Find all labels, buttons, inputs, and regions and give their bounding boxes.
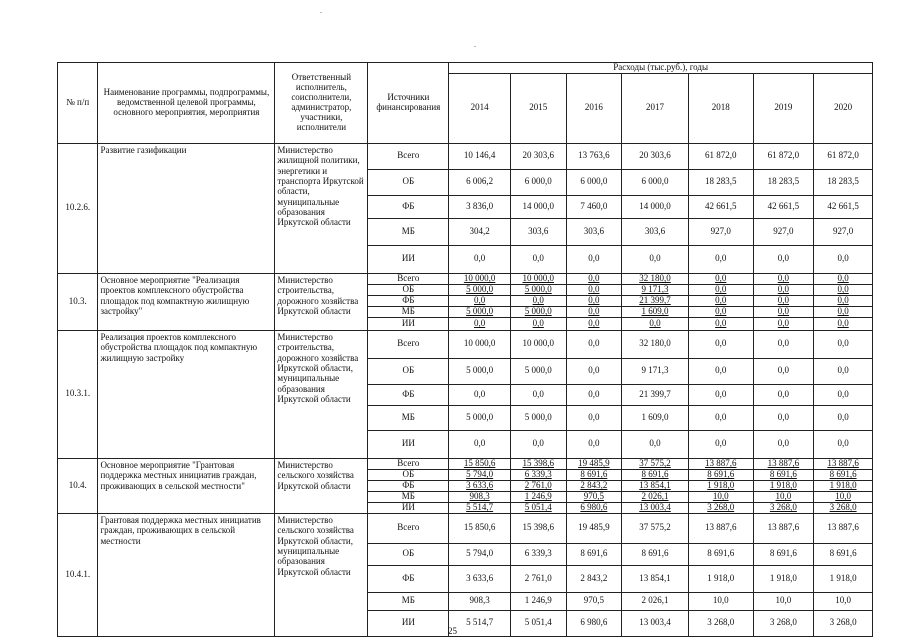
item-number: 10.3. — [58, 273, 98, 330]
cost-cell: 8 691,6 — [814, 469, 873, 480]
cost-cell: 8 691,6 — [688, 543, 753, 565]
item-responsible: Министерство сельского хозяйства Иркутской области — [275, 458, 368, 513]
cost-cell: 13 887,6 — [814, 513, 873, 543]
cost-cell: 5 000,0 — [449, 284, 511, 295]
cost-cell: 6 980,6 — [566, 502, 622, 513]
cost-cell: 0,0 — [814, 330, 873, 358]
cost-cell: 10 000,0 — [510, 273, 566, 284]
funding-source: Всего — [368, 273, 449, 284]
funding-source: ОБ — [368, 543, 449, 565]
cost-cell: 21 399,7 — [622, 295, 689, 306]
item-responsible: Министерство сельского хозяйства Иркутской области, муниципальные образования Иркутской области — [275, 513, 368, 636]
cost-cell: 3 268,0 — [814, 502, 873, 513]
cost-cell: 10,0 — [688, 592, 753, 610]
cost-cell: 3 268,0 — [688, 610, 753, 636]
cost-cell: 10,0 — [814, 491, 873, 502]
header-year: 2019 — [753, 73, 814, 143]
cost-cell: 0,0 — [753, 405, 814, 430]
header-year: 2018 — [688, 73, 753, 143]
cost-cell: 5 051,4 — [510, 502, 566, 513]
cost-cell: 13 887,6 — [753, 458, 814, 469]
table-body — [58, 143, 873, 636]
cost-cell: 0,0 — [510, 245, 566, 273]
cost-cell: 0,0 — [753, 430, 814, 458]
cost-cell: 0,0 — [566, 384, 622, 405]
cost-cell: 0,0 — [449, 317, 511, 330]
table-row — [58, 143, 873, 169]
cost-cell: 15 398,6 — [510, 458, 566, 469]
funding-source: Всего — [368, 330, 449, 358]
header-num: № п/п — [58, 63, 98, 144]
scan-speck — [320, 12, 322, 13]
cost-cell: 908,3 — [449, 491, 511, 502]
funding-source: ИИ — [368, 502, 449, 513]
header-year: 2015 — [510, 73, 566, 143]
cost-cell: 5 794,0 — [449, 469, 511, 480]
page-number: 25 — [448, 626, 457, 636]
cost-cell: 0,0 — [753, 317, 814, 330]
cost-cell: 1 609,0 — [622, 306, 689, 317]
cost-cell: 5 000,0 — [449, 306, 511, 317]
cost-cell: 13 003,4 — [622, 502, 689, 513]
header-costs: Расходы (тыс.руб.), годы — [449, 63, 873, 74]
funding-source: ИИ — [368, 610, 449, 636]
cost-cell: 0,0 — [622, 317, 689, 330]
cost-cell: 0,0 — [753, 295, 814, 306]
header-responsible: Ответственный исполнитель, соисполнители, администратор, участники, исполнители — [275, 63, 368, 144]
cost-cell: 8 691,6 — [622, 543, 689, 565]
cost-cell: 0,0 — [688, 405, 753, 430]
cost-cell: 0,0 — [753, 284, 814, 295]
cost-cell: 6 980,6 — [566, 610, 622, 636]
funding-source: ФБ — [368, 195, 449, 218]
cost-cell: 0,0 — [566, 245, 622, 273]
cost-cell: 0,0 — [814, 317, 873, 330]
cost-cell: 8 691,6 — [814, 543, 873, 565]
cost-cell: 0,0 — [688, 384, 753, 405]
cost-cell: 10 000,0 — [510, 330, 566, 358]
cost-cell: 304,2 — [449, 218, 511, 245]
cost-cell: 18 283,5 — [688, 169, 753, 195]
cost-cell: 10,0 — [688, 491, 753, 502]
cost-cell: 1 918,0 — [688, 480, 753, 491]
cost-cell: 303,6 — [622, 218, 689, 245]
cost-cell: 0,0 — [622, 430, 689, 458]
cost-cell: 1 918,0 — [688, 565, 753, 592]
item-responsible: Министерство строительства, дорожного хозяйства Иркутской области, муниципальные образования Иркутской области — [275, 330, 368, 458]
cost-cell: 0,0 — [814, 358, 873, 384]
funding-source: ИИ — [368, 245, 449, 273]
cost-cell: 0,0 — [688, 284, 753, 295]
header-year: 2016 — [566, 73, 622, 143]
cost-cell: 0,0 — [449, 245, 511, 273]
cost-cell: 6 000,0 — [510, 169, 566, 195]
cost-cell: 42 661,5 — [753, 195, 814, 218]
cost-cell: 3 268,0 — [814, 610, 873, 636]
cost-cell: 32 180,0 — [622, 273, 689, 284]
cost-cell: 0,0 — [753, 273, 814, 284]
cost-cell: 42 661,5 — [688, 195, 753, 218]
cost-cell: 0,0 — [566, 284, 622, 295]
cost-cell: 7 460,0 — [566, 195, 622, 218]
cost-cell: 5 051,4 — [510, 610, 566, 636]
cost-cell: 2 843,2 — [566, 565, 622, 592]
scan-speck — [474, 46, 476, 47]
cost-cell: 5 000,0 — [510, 306, 566, 317]
cost-cell: 5 000,0 — [449, 358, 511, 384]
cost-cell: 13 003,4 — [622, 610, 689, 636]
cost-cell: 0,0 — [688, 330, 753, 358]
cost-cell: 0,0 — [510, 317, 566, 330]
cost-cell: 5 514,7 — [449, 610, 511, 636]
cost-cell: 6 000,0 — [622, 169, 689, 195]
cost-cell: 303,6 — [510, 218, 566, 245]
cost-cell: 3 633,6 — [449, 565, 511, 592]
header-name: Наименование программы, подпрограммы, ведомственной целевой программы, основного мероприятия, мероприятия — [98, 63, 275, 144]
funding-source: МБ — [368, 218, 449, 245]
cost-cell: 927,0 — [814, 218, 873, 245]
funding-source: МБ — [368, 491, 449, 502]
item-name: Реализация проектов комплексного обустройства площадок под компактную жилищную застройку — [98, 330, 275, 458]
cost-cell: 8 691,6 — [688, 469, 753, 480]
cost-cell: 8 691,6 — [566, 469, 622, 480]
funding-source: ИИ — [368, 317, 449, 330]
cost-cell: 927,0 — [753, 218, 814, 245]
cost-cell: 2 026,1 — [622, 491, 689, 502]
table-row — [58, 458, 873, 469]
cost-cell: 13 854,1 — [622, 480, 689, 491]
cost-cell: 1 918,0 — [814, 480, 873, 491]
cost-cell: 2 843,2 — [566, 480, 622, 491]
cost-cell: 3 268,0 — [688, 502, 753, 513]
cost-cell: 8 691,6 — [753, 469, 814, 480]
item-name: Основное мероприятие "Грантовая поддержка местных инициатив граждан, проживающих в сельской местности" — [98, 458, 275, 513]
cost-cell: 0,0 — [814, 430, 873, 458]
cost-cell: 0,0 — [566, 317, 622, 330]
cost-cell: 15 398,6 — [510, 513, 566, 543]
cost-cell: 13 763,6 — [566, 143, 622, 169]
cost-cell: 5 000,0 — [449, 405, 511, 430]
table-row — [58, 273, 873, 284]
cost-cell: 1 609,0 — [622, 405, 689, 430]
cost-cell: 0,0 — [566, 358, 622, 384]
funding-source: Всего — [368, 513, 449, 543]
cost-cell: 0,0 — [814, 273, 873, 284]
cost-cell: 0,0 — [814, 295, 873, 306]
cost-cell: 10 146,4 — [449, 143, 511, 169]
cost-cell: 1 246,9 — [510, 592, 566, 610]
cost-cell: 970,5 — [566, 491, 622, 502]
cost-cell: 0,0 — [566, 306, 622, 317]
cost-cell: 18 283,5 — [814, 169, 873, 195]
item-name: Грантовая поддержка местных инициатив граждан, проживающих в сельской местности — [98, 513, 275, 636]
cost-cell: 927,0 — [688, 218, 753, 245]
cost-cell: 1 246,9 — [510, 491, 566, 502]
cost-cell: 1 918,0 — [814, 565, 873, 592]
cost-cell: 20 303,6 — [510, 143, 566, 169]
cost-cell: 5 794,0 — [449, 543, 511, 565]
cost-cell: 0,0 — [566, 405, 622, 430]
funding-source: ОБ — [368, 469, 449, 480]
header-year: 2014 — [449, 73, 511, 143]
cost-cell: 37 575,2 — [622, 458, 689, 469]
cost-cell: 13 887,6 — [814, 458, 873, 469]
cost-cell: 0,0 — [688, 306, 753, 317]
cost-cell: 6 339,3 — [510, 469, 566, 480]
item-responsible: Министерство строительства, дорожного хозяйства Иркутской области — [275, 273, 368, 330]
cost-cell: 5 514,7 — [449, 502, 511, 513]
cost-cell: 2 026,1 — [622, 592, 689, 610]
cost-cell: 0,0 — [688, 295, 753, 306]
cost-cell: 0,0 — [622, 245, 689, 273]
cost-cell: 15 850,6 — [449, 513, 511, 543]
table-row — [58, 330, 873, 358]
funding-source: ФБ — [368, 295, 449, 306]
cost-cell: 6 006,2 — [449, 169, 511, 195]
header-year: 2020 — [814, 73, 873, 143]
cost-cell: 5 000,0 — [510, 358, 566, 384]
cost-cell: 14 000,0 — [622, 195, 689, 218]
cost-cell: 0,0 — [510, 384, 566, 405]
item-name: Развитие газификации — [98, 143, 275, 273]
cost-cell: 8 691,6 — [622, 469, 689, 480]
cost-cell: 0,0 — [688, 273, 753, 284]
cost-cell: 18 283,5 — [753, 169, 814, 195]
cost-cell: 13 887,6 — [753, 513, 814, 543]
funding-source: ФБ — [368, 565, 449, 592]
cost-cell: 61 872,0 — [688, 143, 753, 169]
cost-cell: 15 850,6 — [449, 458, 511, 469]
table-row — [58, 513, 873, 543]
cost-cell: 970,5 — [566, 592, 622, 610]
cost-cell: 0,0 — [753, 330, 814, 358]
cost-cell: 10,0 — [753, 491, 814, 502]
cost-cell: 20 303,6 — [622, 143, 689, 169]
cost-cell: 10 000,0 — [449, 273, 511, 284]
cost-cell: 19 485,9 — [566, 458, 622, 469]
cost-cell: 0,0 — [753, 245, 814, 273]
cost-cell: 19 485,9 — [566, 513, 622, 543]
cost-cell: 0,0 — [753, 358, 814, 384]
cost-cell: 10,0 — [814, 592, 873, 610]
cost-cell: 8 691,6 — [566, 543, 622, 565]
cost-cell: 0,0 — [753, 306, 814, 317]
cost-cell: 9 171,3 — [622, 284, 689, 295]
cost-cell: 6 339,3 — [510, 543, 566, 565]
cost-cell: 0,0 — [510, 430, 566, 458]
item-number: 10.4.1. — [58, 513, 98, 636]
cost-cell: 0,0 — [753, 384, 814, 405]
header-year: 2017 — [622, 73, 689, 143]
cost-cell: 1 918,0 — [753, 480, 814, 491]
cost-cell: 0,0 — [449, 430, 511, 458]
cost-cell: 0,0 — [688, 317, 753, 330]
funding-source: МБ — [368, 405, 449, 430]
cost-cell: 0,0 — [566, 330, 622, 358]
funding-source: ОБ — [368, 284, 449, 295]
header-sources: Источники финансирования — [368, 63, 449, 144]
cost-cell: 0,0 — [566, 295, 622, 306]
cost-cell: 61 872,0 — [753, 143, 814, 169]
cost-cell: 6 000,0 — [566, 169, 622, 195]
cost-cell: 9 171,3 — [622, 358, 689, 384]
cost-cell: 0,0 — [814, 284, 873, 295]
cost-cell: 0,0 — [814, 405, 873, 430]
cost-cell: 0,0 — [688, 430, 753, 458]
cost-cell: 908,3 — [449, 592, 511, 610]
funding-source: МБ — [368, 306, 449, 317]
cost-cell: 13 887,6 — [688, 458, 753, 469]
funding-source: МБ — [368, 592, 449, 610]
item-number: 10.4. — [58, 458, 98, 513]
cost-cell: 5 000,0 — [510, 405, 566, 430]
cost-cell: 3 268,0 — [753, 502, 814, 513]
cost-cell: 2 761,0 — [510, 565, 566, 592]
cost-cell: 0,0 — [449, 295, 511, 306]
cost-cell: 3 268,0 — [753, 610, 814, 636]
cost-cell: 0,0 — [688, 358, 753, 384]
funding-source: ОБ — [368, 169, 449, 195]
cost-cell: 0,0 — [688, 245, 753, 273]
cost-cell: 0,0 — [566, 430, 622, 458]
cost-cell: 14 000,0 — [510, 195, 566, 218]
cost-cell: 37 575,2 — [622, 513, 689, 543]
cost-cell: 0,0 — [566, 273, 622, 284]
cost-cell: 5 000,0 — [510, 284, 566, 295]
cost-cell: 10 000,0 — [449, 330, 511, 358]
cost-cell: 13 854,1 — [622, 565, 689, 592]
cost-cell: 3 633,6 — [449, 480, 511, 491]
cost-cell: 303,6 — [566, 218, 622, 245]
cost-cell: 8 691,6 — [753, 543, 814, 565]
cost-cell: 2 761,0 — [510, 480, 566, 491]
cost-cell: 10,0 — [753, 592, 814, 610]
cost-cell: 1 918,0 — [753, 565, 814, 592]
funding-source: Всего — [368, 143, 449, 169]
cost-cell: 21 399,7 — [622, 384, 689, 405]
cost-cell: 3 836,0 — [449, 195, 511, 218]
funding-source: ФБ — [368, 480, 449, 491]
funding-source: ОБ — [368, 358, 449, 384]
cost-cell: 13 887,6 — [688, 513, 753, 543]
item-name: Основное мероприятие "Реализация проектов комплексного обустройства площадок под компактную жилищную застройку" — [98, 273, 275, 330]
cost-cell: 0,0 — [510, 295, 566, 306]
funding-source: ИИ — [368, 430, 449, 458]
table-header — [58, 63, 873, 144]
cost-cell: 0,0 — [449, 384, 511, 405]
cost-cell: 32 180,0 — [622, 330, 689, 358]
cost-cell: 61 872,0 — [814, 143, 873, 169]
budget-table — [57, 62, 873, 637]
cost-cell: 42 661,5 — [814, 195, 873, 218]
cost-cell: 0,0 — [814, 245, 873, 273]
item-number: 10.3.1. — [58, 330, 98, 458]
cost-cell: 0,0 — [814, 384, 873, 405]
item-number: 10.2.6. — [58, 143, 98, 273]
funding-source: ФБ — [368, 384, 449, 405]
item-responsible: Министерство жилищной политики, энергетики и транспорта Иркутской области, муниципальные образования Иркутской области — [275, 143, 368, 273]
funding-source: Всего — [368, 458, 449, 469]
cost-cell: 0,0 — [814, 306, 873, 317]
